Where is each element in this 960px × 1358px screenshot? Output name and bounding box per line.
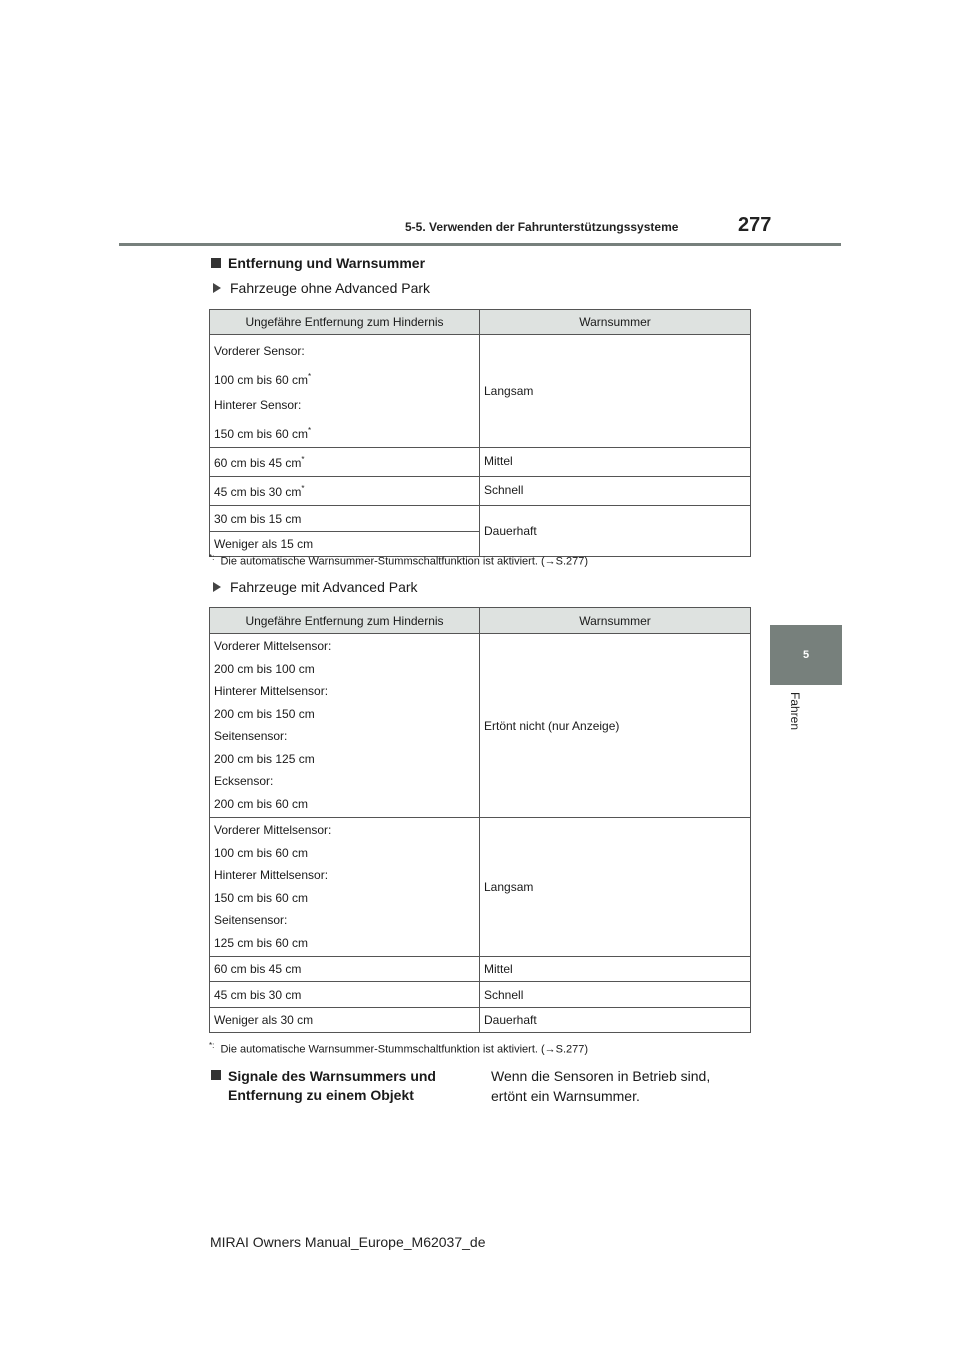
table-row <box>210 448 751 477</box>
distance-cell: Weniger als 30 cm <box>210 1008 480 1033</box>
section-title: 5-5. Verwenden der Fahrunterstützungssysteme <box>405 220 679 234</box>
buzzer-cell: Mittel <box>480 448 751 477</box>
section-heading-text: Entfernung und Warnsummer <box>228 255 426 271</box>
document-footer: MIRAI Owners Manual_Europe_M62037_de <box>210 1234 486 1250</box>
buzzer-cell: Dauerhaft <box>480 506 751 557</box>
distance-cell: Vorderer Sensor: 100 cm bis 60 cm* Hinterer Sensor: 150 cm bis 60 cm* <box>210 335 480 448</box>
buzzer-cell: Ertönt nicht (nur Anzeige) <box>480 634 751 818</box>
table2-subheading <box>213 579 418 595</box>
distance-cell: 45 cm bis 30 cm <box>210 982 480 1008</box>
table-row <box>210 506 751 532</box>
table-row <box>210 477 751 506</box>
table-header-row <box>210 608 751 634</box>
distance-cell: Vorderer Mittelsensor: 100 cm bis 60 cm Hinterer Mittelsensor: 150 cm bis 60 cm Seitensensor: 125 cm bis 60 cm <box>210 818 480 957</box>
distance-cell: Weniger als 15 cm <box>210 532 480 557</box>
table-row <box>210 818 751 957</box>
buzzer-cell: Mittel <box>480 957 751 982</box>
table-row <box>210 1008 751 1033</box>
chapter-tab <box>770 625 842 685</box>
column-header: Ungefähre Entfernung zum Hindernis <box>210 608 480 634</box>
table-row <box>210 982 751 1008</box>
buzzer-cell: Schnell <box>480 477 751 506</box>
section-heading-text: Entfernung zu einem Objekt <box>228 1087 414 1103</box>
column-header: Ungefähre Entfernung zum Hindernis <box>210 310 480 335</box>
buzzer-cell: Dauerhaft <box>480 1008 751 1033</box>
square-bullet-icon <box>211 258 221 268</box>
table-header-row <box>210 310 751 335</box>
table2-subheading-text: Fahrzeuge mit Advanced Park <box>230 579 418 595</box>
section-heading-text: Signale des Warnsummers und <box>228 1068 436 1084</box>
distance-cell: 60 cm bis 45 cm <box>210 957 480 982</box>
page-number: 277 <box>738 214 772 236</box>
table1-subheading-text: Fahrzeuge ohne Advanced Park <box>230 280 431 296</box>
square-bullet-icon <box>211 1070 221 1080</box>
distance-cell: Vorderer Mittelsensor: 200 cm bis 100 cm Hinterer Mittelsensor: 200 cm bis 150 cm Seitensensor: 200 cm bis 125 cm Ecksensor: 200 cm bis 60 cm <box>210 634 480 818</box>
triangle-bullet-icon <box>213 582 221 592</box>
chapter-label: Fahren <box>788 692 802 731</box>
section-heading <box>211 1067 436 1105</box>
table1-footnote: *: Die automatische Warnsummer-Stummschaltfunktion ist aktiviert. (→S.277) <box>209 553 589 568</box>
distance-cell: 30 cm bis 15 cm <box>210 506 480 532</box>
distance-cell: 45 cm bis 30 cm* <box>210 477 480 506</box>
distance-table-without-advanced-park <box>209 309 751 557</box>
table-row <box>210 634 751 818</box>
header-divider <box>119 243 841 246</box>
section-heading <box>211 255 425 271</box>
distance-table-with-advanced-park <box>209 607 751 1033</box>
table-row <box>210 335 751 448</box>
buzzer-cell: Schnell <box>480 982 751 1008</box>
table2-footnote: *: Die automatische Warnsummer-Stummschaltfunktion ist aktiviert. (→S.277) <box>209 1041 589 1056</box>
buzzer-cell: Langsam <box>480 335 751 448</box>
table1-subheading <box>213 280 430 296</box>
column-header: Warnsummer <box>480 608 751 634</box>
buzzer-cell: Langsam <box>480 818 751 957</box>
body-paragraph: Wenn die Sensoren in Betrieb sind, ertönt ein Warnsummer. <box>491 1068 711 1104</box>
triangle-bullet-icon <box>213 283 221 293</box>
chapter-number: 5 <box>802 649 810 661</box>
column-header: Warnsummer <box>480 310 751 335</box>
distance-cell: 60 cm bis 45 cm* <box>210 448 480 477</box>
table-row <box>210 957 751 982</box>
